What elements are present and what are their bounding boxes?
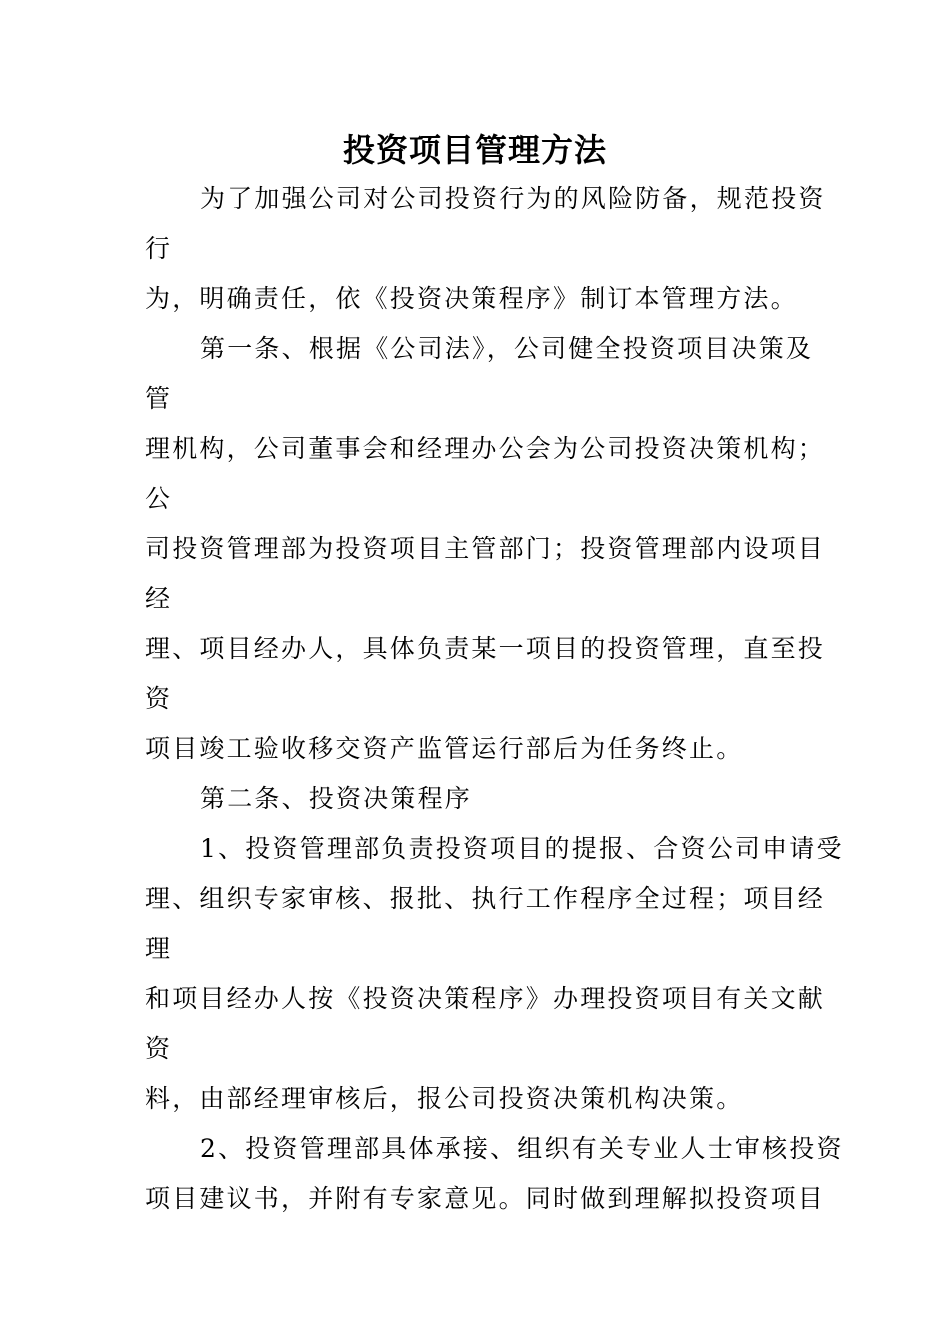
paragraph-line: 公 <box>145 484 173 513</box>
paragraph-line: 第一条、根据《公司法》，公司健全投资项目决策及 <box>200 334 814 363</box>
section-heading: 第二条、投资决策程序 <box>200 784 473 813</box>
paragraph-line: 经 <box>145 584 173 613</box>
paragraph-line: 司投资管理部为投资项目主管部门；投资管理部内设项目 <box>145 534 826 563</box>
paragraph-line: 1、投资管理部负责投资项目的提报、合资公司申请受 <box>200 834 844 863</box>
paragraph-line: 管 <box>145 384 173 413</box>
paragraph-line: 项目竣工验收移交资产监管运行部后为任务终止。 <box>145 734 744 763</box>
paragraph-line: 2、投资管理部具体承接、组织有关专业人士审核投资 <box>200 1134 844 1163</box>
paragraph-line: 资 <box>145 1034 173 1063</box>
paragraph-line: 项目建议书，并附有专家意见。同时做到理解拟投资项目 <box>145 1184 826 1213</box>
paragraph-line: 理机构，公司董事会和经理办公会为公司投资决策机构； <box>145 434 826 463</box>
paragraph-line: 理、项目经办人，具体负责某一项目的投资管理，直至投 <box>145 634 826 663</box>
paragraph-line: 料，由部经理审核后，报公司投资决策机构决策。 <box>145 1084 744 1113</box>
paragraph-line: 为了加强公司对公司投资行为的风险防备，规范投资 <box>200 184 826 213</box>
document-title: 投资项目管理方法 <box>342 131 607 169</box>
paragraph-line: 资 <box>145 684 173 713</box>
paragraph-line: 和项目经办人按《投资决策程序》办理投资项目有关文献 <box>145 984 826 1013</box>
paragraph-line: 理、组织专家审核、报批、执行工作程序全过程；项目经 <box>145 884 826 913</box>
paragraph-line: 行 <box>145 234 173 263</box>
paragraph-line: 理 <box>145 934 173 963</box>
paragraph-line: 为，明确责任，依《投资决策程序》制订本管理方法。 <box>145 284 798 313</box>
